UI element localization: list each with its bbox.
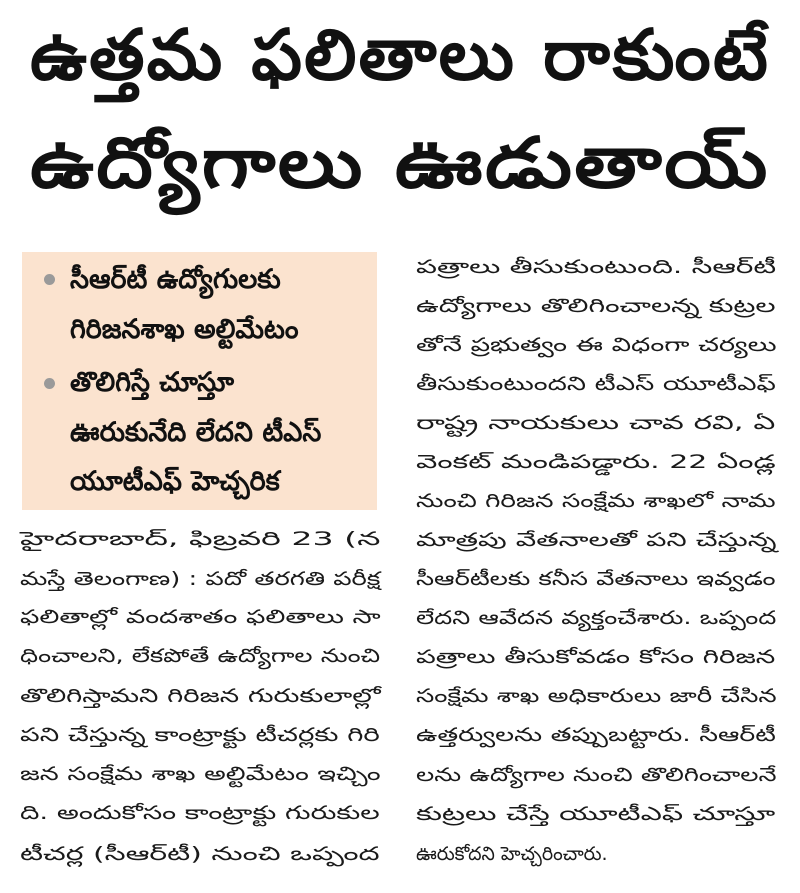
article-line: కుట్రలు చేస్తే యూటీఎఫ్ చూస్తూ [416, 803, 776, 825]
article-line: వెంకట్ మండిపడ్డారు. 22 ఏండ్ల [416, 451, 776, 473]
article-line: ధించాలని, లేకపోతే ఉద్యోగాల నుంచి [20, 645, 381, 667]
article-line: ది. అందుకోసం కాంట్రాక్టు గురుకుల [20, 802, 380, 824]
article-line: తోనే ప్రభుత్వం ఈ విధంగా చర్యలు [416, 334, 777, 356]
headline-line-2: ఉద్యోగాలు ఊడుతాయ్ [30, 122, 770, 204]
article-line: జన సంక్షేమ శాఖ అల్టిమేటం ఇచ్చిం [20, 763, 381, 785]
article-line: మాత్రపు వేతనాలతో పని చేస్తున్న [416, 529, 777, 551]
article-line: ఉద్యోగాలు తొలిగించాలన్న కుట్రల [416, 295, 776, 317]
article-line: తీసుకుంటుందని టీఎస్ యూటీఎఫ్ [416, 373, 776, 395]
highlight-2-line-2: ఊరుకునేది లేదని టీఎస్ [70, 417, 322, 448]
article-line: పత్రాలు తీసుకోవడం కోసం గిరిజన [416, 646, 776, 668]
article-line: ఉత్తర్వులను తప్పుబట్టారు. సీఆర్‌టీ [416, 724, 776, 746]
article-line: హైదరాబాద్, ఫిబ్రవరి 23 (న [20, 528, 381, 550]
highlight-2-line-1: తొలిగిస్తే చూస్తూ [70, 367, 235, 398]
bullet-icon [44, 274, 55, 285]
highlight-1-line-1: సీఆర్‌టీ ఉద్యోగులకు [70, 264, 281, 295]
highlights-box [22, 252, 377, 510]
article-line: నుంచి గిరిజన సంక్షేమ శాఖలో నామ [416, 490, 776, 512]
article-line: లేదని ఆవేదన వ్యక్తంచేశారు. ఒప్పంద [416, 607, 777, 629]
article-line: పని చేస్తున్న కాంట్రాక్టు టీచర్లకు గిరి [20, 724, 380, 746]
article-line: పత్రాలు తీసుకుంటుంది. సీఆర్‌టీ [416, 256, 777, 278]
article-line: సంక్షేమ శాఖ అధికారులు జారీ చేసిన [416, 685, 777, 707]
article-line: సీఆర్‌టీలకు కనీస వేతనాలు ఇవ్వడం [416, 568, 776, 590]
bullet-icon [44, 378, 55, 389]
article-line: ఊరుకోదని హెచ్చరించారు. [416, 843, 608, 865]
headline-line-1: ఉత్తమ ఫలితాలు రాకుంటే [30, 14, 770, 96]
article-line: లను ఉద్యోగాల నుంచి తొలిగించాలనే [416, 764, 777, 786]
highlight-2-line-3: యూటీఎఫ్ హెచ్చరిక [70, 466, 280, 497]
highlight-1-line-2: గిరిజనశాఖ అల్టిమేటం [70, 314, 299, 345]
article-line: టీచర్ల (సీఆర్‌టీ) నుంచి ఒప్పంద [20, 843, 380, 865]
article-line: తొలిగిస్తామని గిరిజన గురుకులాల్లో [20, 685, 381, 707]
article-line: ఫలితాల్లో వందశాతం ఫలితాలు సా [20, 606, 381, 628]
article-line: రాష్ట్ర నాయకులు చావ రవి, ఏ [416, 412, 776, 434]
article-line: మస్తే తెలంగాణ) : పదో తరగతి పరీక్ష [20, 568, 381, 590]
